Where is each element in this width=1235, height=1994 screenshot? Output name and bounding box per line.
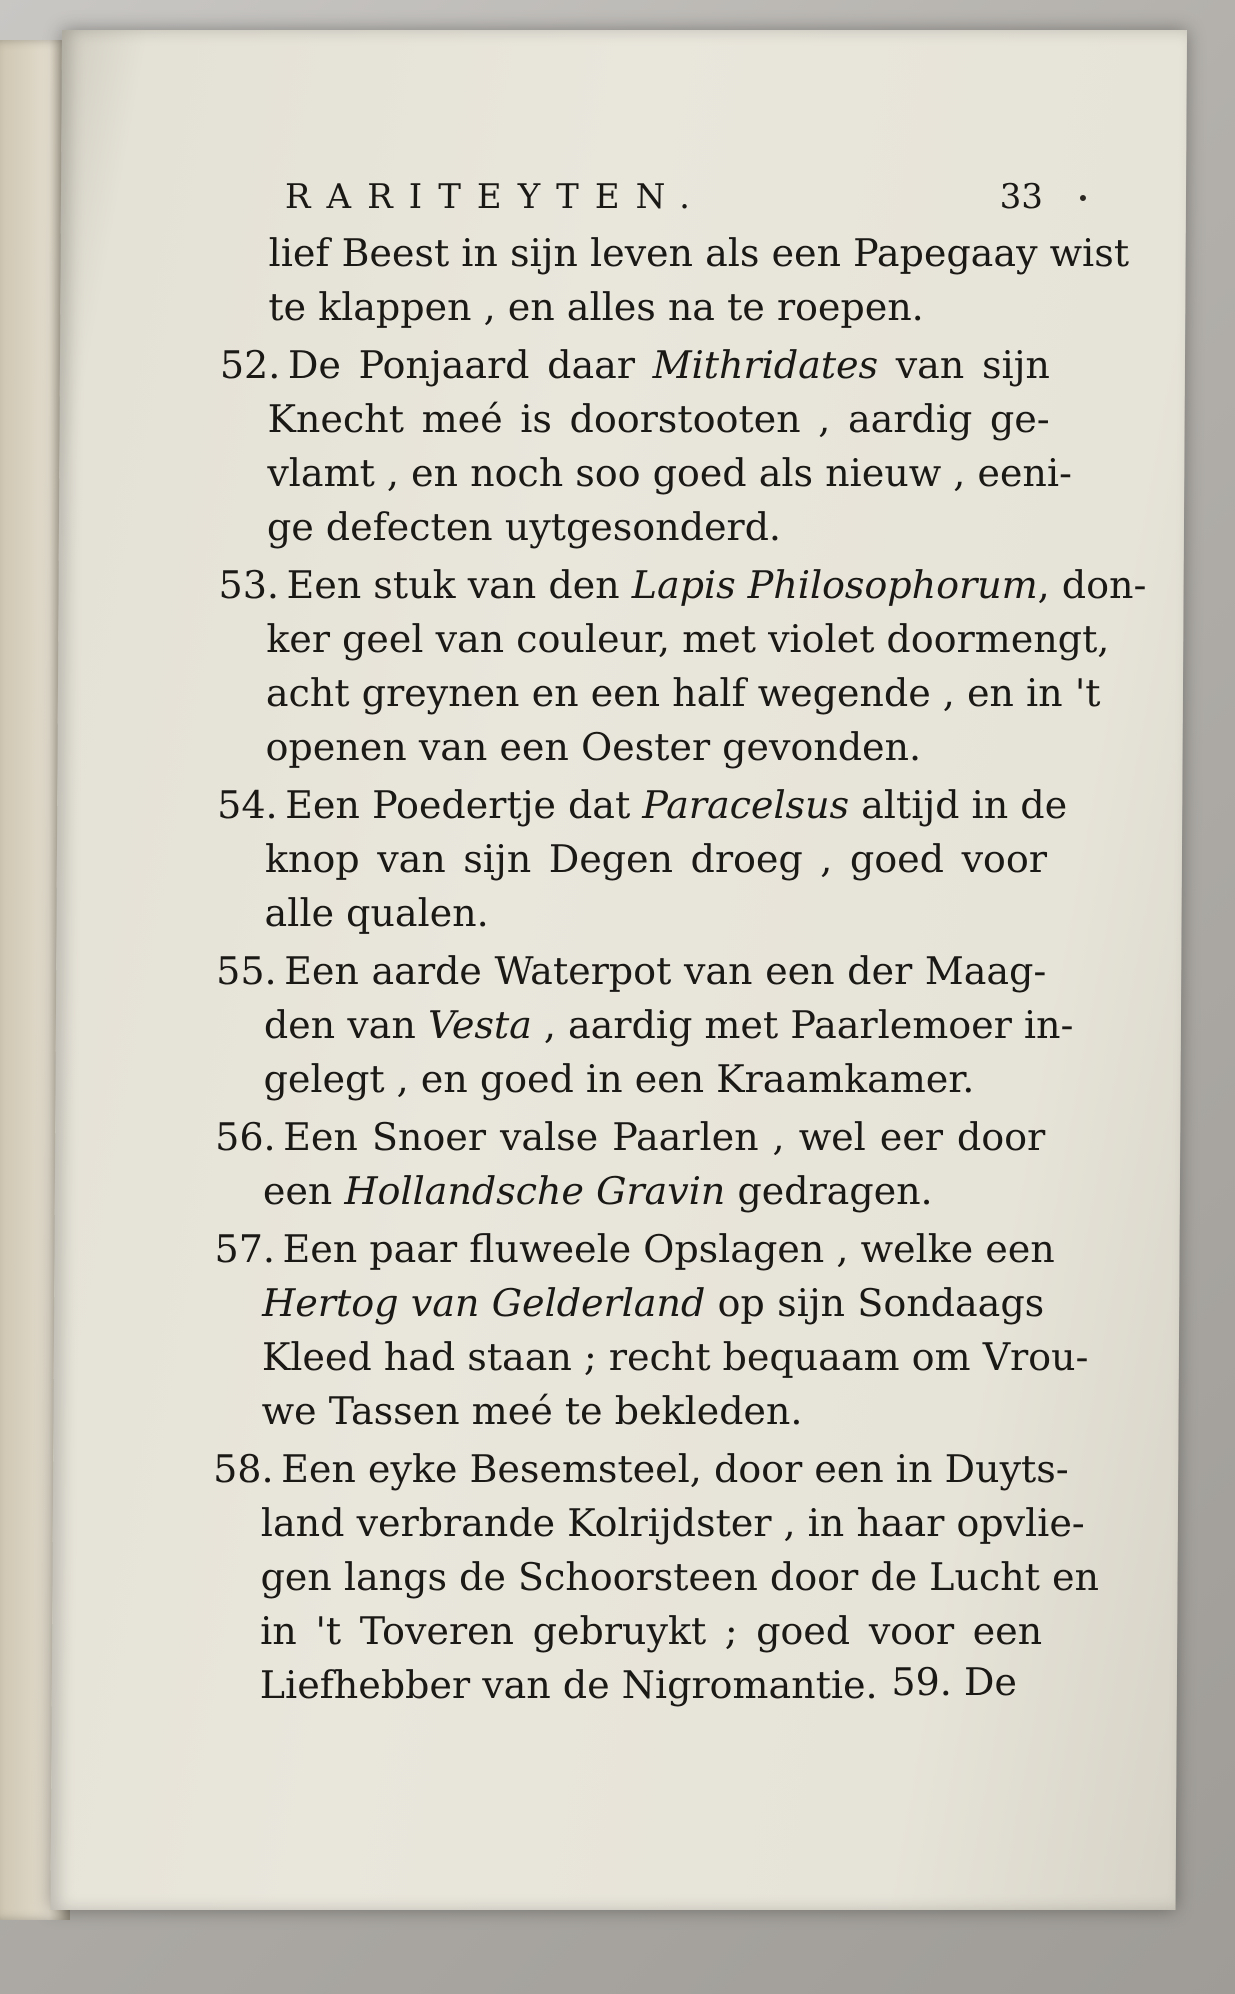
catalog-entry bbox=[219, 338, 1073, 554]
text-line: vlamt , en noch soo goed als nieuw , eeni- bbox=[267, 451, 1073, 495]
italic-name: Mithridates bbox=[652, 343, 879, 387]
entry-number: 53. bbox=[218, 563, 280, 607]
text-line: lief Beest in sijn leven als een Papegaay wist bbox=[268, 231, 1130, 275]
text-line: 53. Een stuk van den Lapis Philosophorum, don- bbox=[218, 558, 1048, 612]
text-line: alle qualen. bbox=[264, 891, 489, 935]
text-line: Liefhebber van de Nigromantie. bbox=[259, 1663, 878, 1707]
catalog-entry bbox=[216, 778, 1068, 940]
page-text bbox=[212, 170, 1147, 1712]
text-line: 54. Een Poedertje dat Paracelsus altijd in de bbox=[217, 778, 1047, 832]
text-line: gen langs de Schoorsteen door de Lucht en bbox=[260, 1555, 1100, 1599]
catalog-entry bbox=[215, 1110, 1046, 1218]
text-line: Knecht meé is doorstooten , aardig ge- bbox=[267, 397, 1050, 441]
italic-name: Hollandsche Gravin bbox=[344, 1169, 726, 1213]
text-line: openen van een Oester gevonden. bbox=[265, 725, 922, 769]
italic-name: Hertog van Gelderland bbox=[262, 1281, 706, 1325]
text-line: land verbrande Kolrijdster , in haar opvlie- bbox=[260, 1501, 1085, 1545]
text-line: een Hollandsche Gravin gedragen. bbox=[262, 1169, 933, 1213]
entry-number: 57. bbox=[214, 1227, 276, 1271]
text-line: knop van sijn Degen droeg , goed voor bbox=[264, 837, 1048, 881]
ink-speck bbox=[1080, 195, 1086, 201]
text-line: we Tassen meé te bekleden. bbox=[261, 1389, 803, 1433]
page-header bbox=[221, 170, 1051, 224]
entry-list bbox=[212, 338, 1147, 1712]
text-line: 58. Een eyke Besemsteel, door een in Duyts- bbox=[213, 1442, 1043, 1496]
text-line: ge defecten uytgesonderd. bbox=[266, 505, 782, 549]
book-page bbox=[51, 30, 1187, 1910]
text-line: Hertog van Gelderland op sijn Sondaags bbox=[262, 1281, 1045, 1325]
text-line: acht greynen en een half wegende , en in 't bbox=[265, 671, 1101, 715]
entry-number: 58. bbox=[213, 1447, 274, 1491]
text-line: in 't Toveren gebruykt ; goed voor een bbox=[260, 1609, 1043, 1653]
catalog-entry bbox=[213, 1222, 1089, 1438]
page-number: 33 bbox=[999, 177, 1044, 217]
continued-text bbox=[220, 226, 1130, 334]
text-line: ker geel van couleur, met violet doormengt, bbox=[266, 617, 1110, 661]
text-line: Kleed had staan ; recht bequaam om Vrou- bbox=[261, 1335, 1089, 1379]
catchword: 59. De bbox=[891, 1660, 1018, 1704]
catalog-entry bbox=[215, 944, 1074, 1106]
entry-number: 52. bbox=[219, 343, 281, 387]
text-line: 55. Een aarde Waterpot van een der Maag- bbox=[216, 944, 1046, 998]
italic-name: Lapis Philosophorum bbox=[631, 563, 1038, 607]
italic-name: Vesta bbox=[427, 1003, 532, 1047]
entry-number: 56. bbox=[215, 1115, 276, 1159]
text-line: 56. Een Snoer valse Paarlen , wel eer door bbox=[215, 1110, 1045, 1164]
text-line: 52. De Ponjaard daar Mithridates van sijn bbox=[220, 338, 1050, 392]
italic-name: Paracelsus bbox=[642, 783, 850, 827]
text-line: 57. Een paar fluweele Opslagen , welke een bbox=[214, 1222, 1044, 1276]
running-head: RARITEYTEN. bbox=[284, 177, 707, 217]
text-line: den van Vesta , aardig met Paarlemoer in- bbox=[263, 1003, 1074, 1047]
text-line: gelegt , en goed in een Kraamkamer. bbox=[263, 1057, 975, 1101]
catalog-entry bbox=[217, 558, 1147, 774]
entry-number: 54. bbox=[217, 783, 278, 827]
entry-number: 55. bbox=[216, 949, 277, 993]
text-line: te klappen , en alles na te roepen. bbox=[268, 285, 924, 329]
